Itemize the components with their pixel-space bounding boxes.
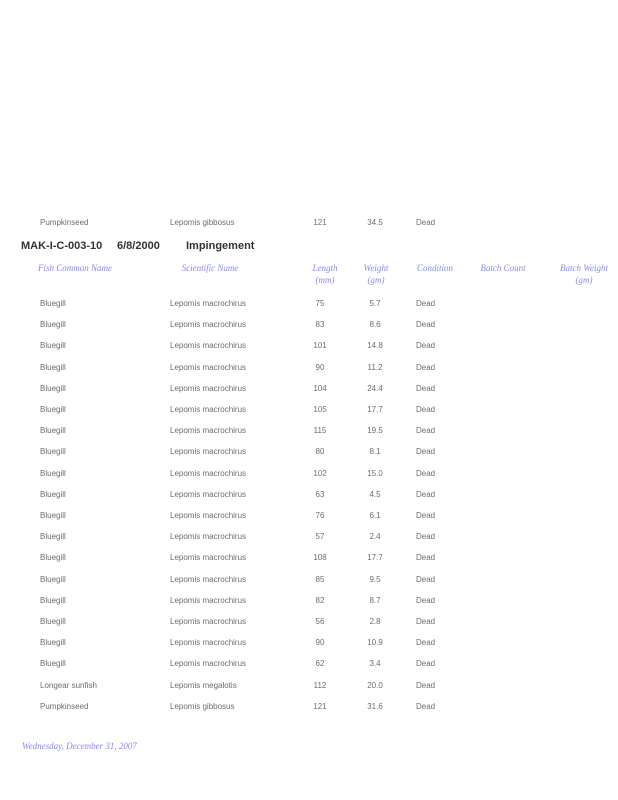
condition-cell: Dead [416,362,436,372]
weight-cell: 11.2 [367,362,383,372]
length-cell: 108 [313,553,327,563]
weight-cell: 34.5 [367,218,383,227]
common-name-cell: Bluegill [40,489,66,499]
scientific-name-cell: Lepomis macrochirus [170,405,247,414]
common-name-cell: Bluegill [40,553,66,563]
weight-cell: 9.5 [369,574,381,584]
print-date-footer: Wednesday, December 31, 2007 [22,741,137,751]
scientific-name-cell: Lepomis macrochirus [170,362,247,372]
common-name-cell: Bluegill [40,532,66,542]
scientific-name-cell: Lepomis macrochirus [170,489,247,499]
scientific-name-cell: Lepomis macrochirus [170,638,247,648]
table-row [0,447,618,463]
sample-date: 6/8/2000 [117,240,160,252]
common-name-cell: Bluegill [40,617,66,626]
common-name-cell: Bluegill [40,468,66,478]
common-name-cell: Bluegill [40,405,66,414]
common-name-cell: Bluegill [40,426,66,436]
header-common-name: Fish Common Name [38,263,112,273]
table-row [0,617,618,633]
scientific-name-cell: Lepomis macrochirus [170,341,247,351]
length-cell: 62 [315,659,325,669]
condition-cell: Dead [416,659,436,669]
scientific-name-cell: Lepomis macrochirus [170,574,247,584]
length-cell: 102 [313,468,327,478]
weight-cell: 3.4 [369,659,381,669]
condition-cell: Dead [416,638,436,648]
common-name-cell: Bluegill [40,659,66,669]
column-headers [0,262,618,288]
header-batch-count: Batch Count [480,263,526,273]
common-name-cell: Pumpkinseed [40,701,89,711]
common-name-cell: Bluegill [40,341,66,351]
table-row [0,659,618,675]
weight-cell: 19.5 [367,426,383,436]
table-row [0,553,618,569]
scientific-name-cell: Lepomis gibbosus [170,218,235,227]
weight-cell: 5.7 [369,299,381,308]
condition-cell: Dead [416,383,436,393]
condition-cell: Dead [416,341,436,351]
condition-cell: Dead [416,320,436,330]
length-cell: 80 [315,447,325,457]
common-name-cell: Bluegill [40,638,66,648]
weight-cell: 20.0 [367,680,383,690]
weight-cell: 8.1 [369,447,381,457]
scientific-name-cell: Lepomis gibbosus [170,701,235,711]
common-name-cell: Bluegill [40,574,66,584]
table-row [0,384,618,400]
common-name-cell: Bluegill [40,447,66,457]
table-row [0,490,618,506]
table-row [0,299,618,315]
length-cell: 63 [315,489,325,499]
condition-cell: Dead [416,489,436,499]
scientific-name-cell: Lepomis macrochirus [170,617,247,626]
scientific-name-cell: Lepomis macrochirus [170,511,247,520]
header-length: Length (mm) [312,263,338,285]
scientific-name-cell: Lepomis macrochirus [170,595,247,605]
weight-cell: 10.9 [367,638,383,648]
scientific-name-cell: Lepomis macrochirus [170,320,247,330]
table-row [0,532,618,548]
condition-cell: Dead [416,299,436,308]
table-row [0,511,618,527]
header-condition: Condition [416,263,453,273]
table-row [0,469,618,485]
header-batch-weight: Batch Weight (gm) [560,263,608,285]
table-row [0,596,618,612]
sample-id: MAK-I-C-003-10 [21,240,103,252]
condition-cell: Dead [416,617,436,626]
table-row [0,363,618,379]
length-cell: 57 [315,532,325,542]
common-name-cell: Bluegill [40,320,66,330]
common-name-cell: Bluegill [40,383,66,393]
weight-cell: 24.4 [367,383,383,393]
length-cell: 105 [313,405,327,414]
common-name-cell: Bluegill [40,511,66,520]
common-name-cell: Longear sunfish [40,680,97,690]
table-row [0,218,618,234]
scientific-name-cell: Lepomis macrochirus [170,532,247,542]
weight-cell: 6.1 [369,511,381,520]
condition-cell: Dead [416,405,436,414]
table-row [0,681,618,697]
condition-cell: Dead [416,218,436,227]
common-name-cell: Bluegill [40,595,66,605]
weight-cell: 2.4 [369,532,381,542]
length-cell: 112 [313,680,327,690]
scientific-name-cell: Lepomis macrochirus [170,383,247,393]
table-row [0,405,618,421]
scientific-name-cell: Lepomis megalotis [170,680,237,690]
condition-cell: Dead [416,468,436,478]
header-weight: Weight (gm) [363,263,389,285]
length-cell: 56 [315,617,325,626]
condition-cell: Dead [416,447,436,457]
table-row [0,575,618,591]
length-cell: 85 [315,574,325,584]
length-cell: 121 [313,701,327,711]
length-cell: 75 [315,299,325,308]
table-row [0,702,618,718]
scientific-name-cell: Lepomis macrochirus [170,426,247,436]
weight-cell: 2.8 [369,617,381,626]
weight-cell: 15.0 [367,468,383,478]
weight-cell: 31.6 [367,701,383,711]
scientific-name-cell: Lepomis macrochirus [170,447,247,457]
condition-cell: Dead [416,532,436,542]
length-cell: 101 [313,341,327,351]
table-row [0,426,618,442]
weight-cell: 17.7 [367,553,383,563]
weight-cell: 8.7 [369,595,381,605]
length-cell: 90 [315,362,325,372]
condition-cell: Dead [416,574,436,584]
weight-cell: 4.5 [369,489,381,499]
weight-cell: 8.6 [369,320,381,330]
length-cell: 76 [315,511,325,520]
length-cell: 83 [315,320,325,330]
condition-cell: Dead [416,595,436,605]
condition-cell: Dead [416,701,436,711]
condition-cell: Dead [416,511,436,520]
condition-cell: Dead [416,680,436,690]
scientific-name-cell: Lepomis macrochirus [170,553,247,563]
length-cell: 82 [315,595,325,605]
scientific-name-cell: Lepomis macrochirus [170,468,247,478]
length-cell: 115 [313,426,327,436]
header-scientific-name: Scientific Name [181,263,239,273]
condition-cell: Dead [416,553,436,563]
scientific-name-cell: Lepomis macrochirus [170,659,247,669]
common-name-cell: Pumpkinseed [40,218,89,227]
table-row [0,638,618,654]
table-row [0,320,618,336]
table-row [0,341,618,357]
length-cell: 121 [313,218,327,227]
weight-cell: 14.8 [367,341,383,351]
common-name-cell: Bluegill [40,299,66,308]
common-name-cell: Bluegill [40,362,66,372]
length-cell: 90 [315,638,325,648]
condition-cell: Dead [416,426,436,436]
scientific-name-cell: Lepomis macrochirus [170,299,247,308]
sample-type: Impingement [186,240,255,252]
length-cell: 104 [313,383,327,393]
weight-cell: 17.7 [367,405,383,414]
